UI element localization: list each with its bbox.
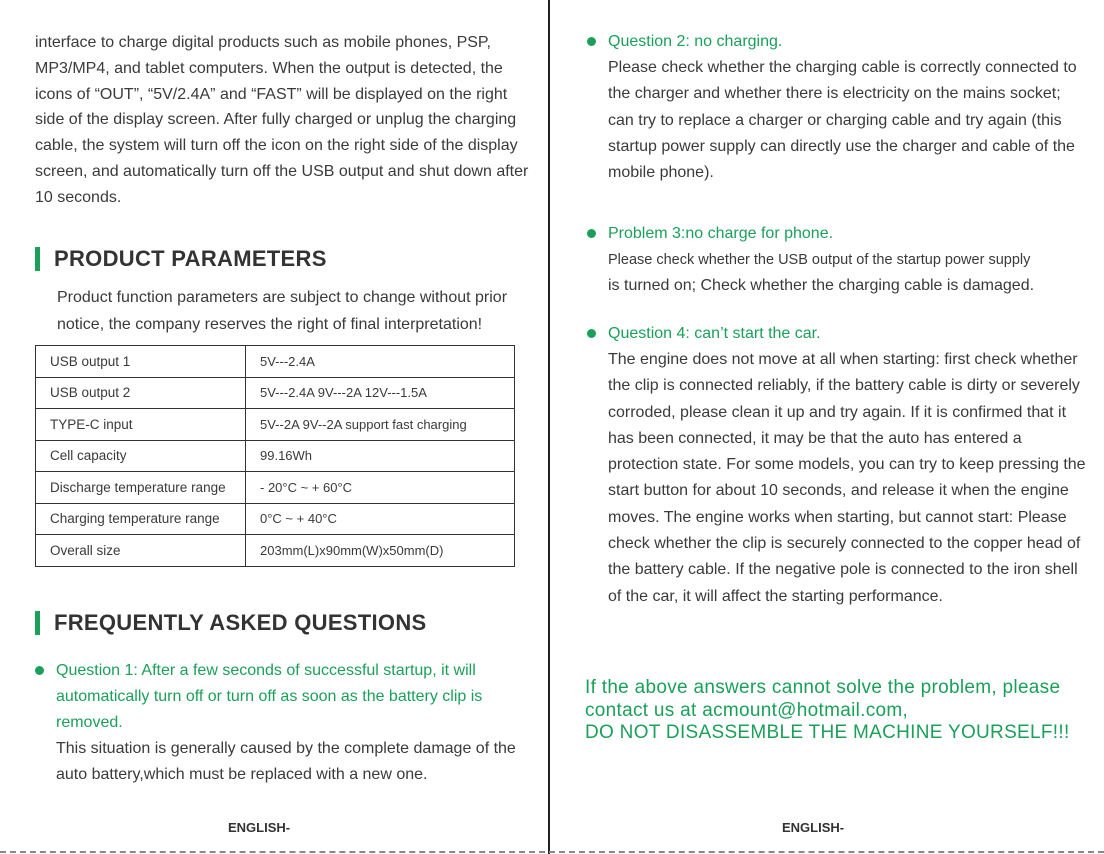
- param-name: USB output 1: [36, 346, 246, 378]
- bullet-icon: [587, 37, 596, 46]
- param-value: 5V---2.4A 9V---2A 12V---1.5A: [246, 377, 515, 409]
- param-value: - 20°C ~ + 60°C: [246, 472, 515, 504]
- table-row: [36, 440, 515, 472]
- page-footer: ENGLISH-: [228, 820, 291, 835]
- contact-notice: [585, 677, 1085, 745]
- answer-line: Please check whether the USB output of the startup power supply: [608, 252, 1031, 268]
- faq-answer: [608, 247, 1087, 300]
- faq-item-1: [35, 658, 517, 789]
- param-name: Charging temperature range: [36, 503, 246, 535]
- bullet-icon: [35, 666, 44, 675]
- faq-question: Question 2: no charging.: [587, 29, 1087, 55]
- table-row: [36, 503, 515, 535]
- table-row: [36, 346, 515, 378]
- param-name: Discharge temperature range: [36, 472, 246, 504]
- contact-email-line[interactable]: contact us at acmount@hotmail.com,: [585, 699, 909, 721]
- params-table: [35, 345, 515, 567]
- table-row: [36, 535, 515, 567]
- heading-text: PRODUCT PARAMETERS: [54, 246, 327, 271]
- left-page: [0, 0, 550, 854]
- table-row: [36, 409, 515, 441]
- faq-item-2: [587, 29, 1087, 186]
- heading-text: FREQUENTLY ASKED QUESTIONS: [54, 610, 427, 635]
- faq-item-4: [587, 321, 1087, 610]
- answer-line: is turned on; Check whether the charging cable is damaged.: [608, 277, 1035, 295]
- param-name: Overall size: [36, 535, 246, 567]
- faq-item-3: [587, 221, 1087, 300]
- heading-accent-bar: [35, 247, 40, 271]
- param-value: 203mm(L)x90mm(W)x50mm(D): [246, 535, 515, 567]
- param-value: 5V---2.4A: [246, 346, 515, 378]
- page-footer: ENGLISH-: [782, 820, 845, 835]
- intro-paragraph: interface to charge digital products such as mobile phones, PSP, MP3/MP4, and tablet computers. When the output is detected, the icons of “OUT”, “5V/2.4A” and “FAST” will be displayed on the right side of the display screen. After fully charged or unplug the charging cable, the system will turn off the icon on the right side of the display screen, and automatically turn off the USB output and shut down after 10 seconds.: [35, 34, 529, 206]
- warning-line: DO NOT DISASSEMBLE THE MACHINE YOURSELF!!!: [585, 722, 1070, 743]
- params-note: Product function parameters are subject to change without prior notice, the company reserves the right of final interpretation!: [57, 289, 508, 333]
- param-value: 99.16Wh: [246, 440, 515, 472]
- bullet-icon: [587, 329, 596, 338]
- faq-answer: Please check whether the charging cable is correctly connected to the charger and whether there is electricity on the mains socket; can try to replace a charger or charging cable and try again (this startup power supply can directly use the charger and cable of the mobile phone).: [608, 59, 1077, 182]
- param-value: 0°C ~ + 40°C: [246, 503, 515, 535]
- faq-question: Problem 3:no charge for phone.: [587, 221, 1087, 247]
- faq-question: Question 4: can’t start the car.: [587, 321, 1087, 347]
- table-row: [36, 377, 515, 409]
- param-name: Cell capacity: [36, 440, 246, 472]
- param-name: USB output 2: [36, 377, 246, 409]
- faq-question: Question 1: After a few seconds of successful startup, it will automatically turn off or turn off as soon as the battery clip is removed.: [35, 658, 517, 736]
- contact-line: If the above answers cannot solve the problem, please: [585, 677, 1061, 698]
- table-row: [36, 472, 515, 504]
- param-value: 5V--2A 9V--2A support fast charging: [246, 409, 515, 441]
- bullet-icon: [587, 229, 596, 238]
- faq-answer: This situation is generally caused by the complete damage of the auto battery,which must be replaced with a new one.: [56, 740, 516, 784]
- product-parameters-heading: [35, 246, 327, 272]
- faq-heading: [35, 610, 427, 636]
- faq-answer: The engine does not move at all when starting: first check whether the clip is connected reliably, if the battery cable is dirty or severely corroded, please clean it up and try again. If it is confirmed that it has been connected, it may be that the auto has entered a protection state. For some models, you can try to keep pressing the start button for about 10 seconds, and release it when the engine moves. The engine works when starting, but cannot start: Please check whether the clip is securely connected to the copper head of the battery cable. If the negative pole is connected to the iron shell of the car, it will affect the starting performance.: [608, 351, 1086, 605]
- heading-accent-bar: [35, 611, 40, 635]
- param-name: TYPE-C input: [36, 409, 246, 441]
